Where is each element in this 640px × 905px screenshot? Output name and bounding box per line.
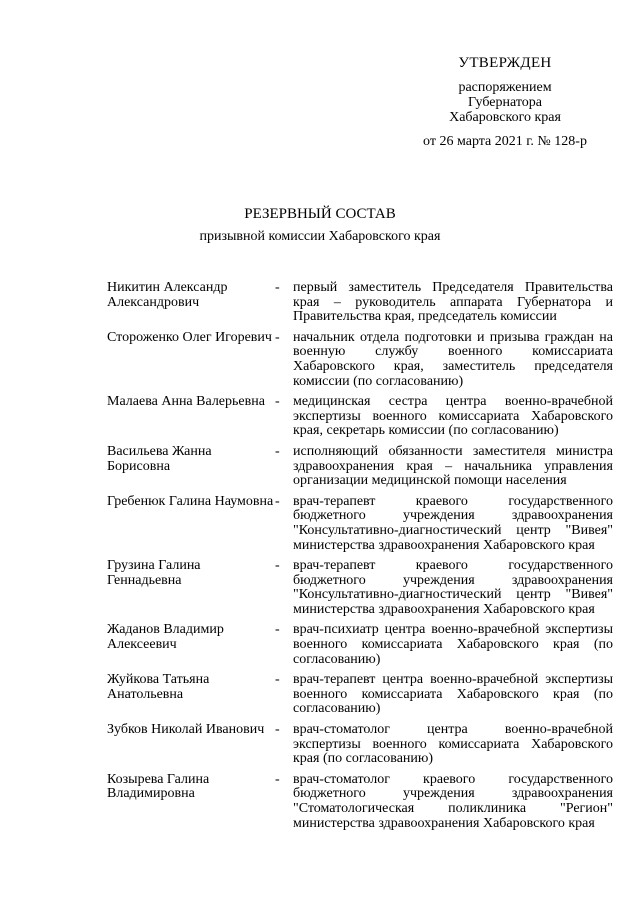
- member-role: врач-психиатр центра военно-врачебной экспертизы военного комиссариата Хабаровского края (по согласованию): [293, 622, 613, 667]
- member-dash: -: [275, 722, 280, 738]
- member-dash: -: [275, 771, 280, 787]
- approval-line-3: Хабаровского края: [449, 110, 561, 125]
- approval-line-2: Губернатора: [467, 95, 543, 110]
- member-name: Стороженко Олег Игоревич: [107, 329, 272, 345]
- member-role: врач-стоматолог центра военно-врачебной экспертизы военного комиссариата Хабаровского края (по согласованию): [293, 722, 613, 767]
- member-row: [107, 445, 613, 489]
- member-dash: -: [275, 558, 280, 574]
- member-name: Малаева Анна Валерьевна: [107, 394, 265, 410]
- approval-stamp: [400, 56, 610, 149]
- document-subtitle: призывной комиссии Хабаровского края: [199, 229, 441, 244]
- member-dash: -: [275, 443, 280, 459]
- member-dash: -: [275, 329, 280, 345]
- member-role: врач-терапевт краевого государственного бюджетного учреждения здравоохранения "Консультативно-диагностический центр "Вивея" министерства здравоохранения Хабаровского края: [293, 558, 613, 617]
- member-name: Грузина Галина Геннадьевна: [107, 558, 201, 588]
- member-role: исполняющий обязанности заместителя министра здравоохранения края – начальника управления организации медицинской помощи населения: [293, 443, 613, 489]
- member-row: [107, 773, 613, 831]
- member-role: начальник отдела подготовки и призыва граждан на военную службу военного комиссариата Хабаровского края, заместитель председателя комиссии (по согласованию): [293, 329, 613, 389]
- member-role: врач-стоматолог краевого государственного бюджетного учреждения здравоохранения "Стоматологическая поликлиника "Регион" министерства здравоохранения Хабаровского края: [293, 771, 613, 831]
- member-role: врач-терапевт краевого государственного бюджетного учреждения здравоохранения "Консультативно-диагностический центр "Вивея" министерства здравоохранения Хабаровского края: [293, 493, 613, 553]
- member-dash: -: [275, 622, 280, 638]
- member-dash: -: [275, 394, 280, 410]
- member-name: Жуйкова Татьяна Анатольевна: [107, 672, 210, 702]
- member-row: [107, 623, 613, 667]
- member-dash: -: [275, 280, 280, 295]
- title-block: [0, 205, 640, 246]
- member-dash: -: [275, 493, 280, 509]
- member-role: врач-терапевт центра военно-врачебной экспертизы военного комиссариата Хабаровского края (по согласованию): [293, 672, 613, 717]
- member-role: медицинская сестра центра военно-врачебной экспертизы военного комиссариата Хабаровского края, секретарь комиссии (по согласованию): [293, 394, 613, 439]
- member-row: [107, 281, 613, 325]
- approved-heading: УТВЕРЖДЕН: [458, 55, 552, 71]
- member-row: [107, 395, 613, 439]
- member-name: Васильева Жанна Борисовна: [107, 443, 212, 474]
- member-row: [107, 673, 613, 717]
- member-name: Жаданов Владимир Алексеевич: [107, 622, 224, 653]
- approval-line-1: распоряжением: [458, 80, 552, 95]
- member-row: [107, 495, 613, 553]
- member-row: [107, 559, 613, 617]
- member-name: Никитин Александр Александрович: [107, 280, 228, 310]
- member-name: Козырева Галина Владимировна: [107, 771, 210, 802]
- members-list: [107, 281, 613, 831]
- approval-date-line: от 26 марта 2021 г. № 128-р: [423, 134, 587, 149]
- member-role: первый заместитель Председателя Правительства края – руководитель аппарата Губернатора и Правительства края, председатель комиссии: [293, 280, 613, 325]
- member-row: [107, 723, 613, 767]
- member-name: Зубков Николай Иванович: [107, 722, 265, 738]
- member-row: [107, 331, 613, 389]
- document-title: РЕЗЕРВНЫЙ СОСТАВ: [244, 206, 396, 222]
- member-dash: -: [275, 672, 280, 688]
- member-name: Гребенюк Галина Наумовна: [107, 493, 274, 509]
